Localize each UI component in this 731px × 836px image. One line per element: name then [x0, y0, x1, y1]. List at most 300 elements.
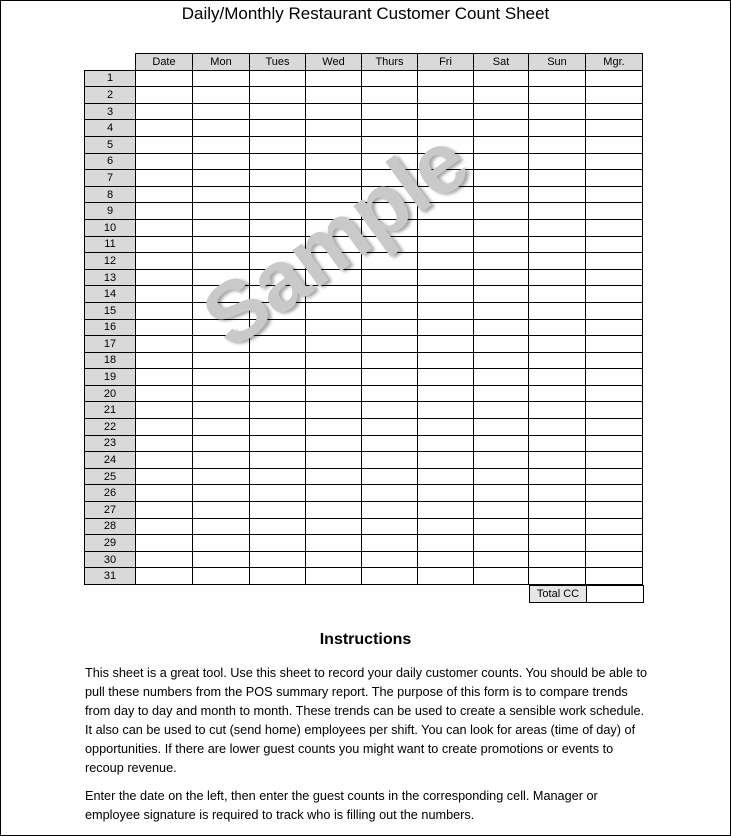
- count-cell[interactable]: [474, 203, 529, 220]
- count-cell[interactable]: [306, 236, 362, 253]
- count-cell[interactable]: [529, 452, 586, 469]
- count-cell[interactable]: [529, 369, 586, 386]
- count-cell[interactable]: [193, 352, 250, 369]
- count-cell[interactable]: [586, 136, 643, 153]
- column-header: Fri: [418, 54, 474, 71]
- count-cell[interactable]: [362, 452, 418, 469]
- count-cell[interactable]: [306, 352, 362, 369]
- count-cell[interactable]: [136, 452, 193, 469]
- count-cell[interactable]: [586, 568, 643, 585]
- count-cell[interactable]: [136, 551, 193, 568]
- count-cell[interactable]: [136, 535, 193, 552]
- count-cell[interactable]: [474, 319, 529, 336]
- count-cell[interactable]: [418, 103, 474, 120]
- count-cell[interactable]: [250, 136, 306, 153]
- row-number: 7: [85, 170, 136, 187]
- count-cell[interactable]: [136, 485, 193, 502]
- count-cell[interactable]: [586, 551, 643, 568]
- count-cell[interactable]: [250, 236, 306, 253]
- instructions-paragraph-2: Enter the date on the left, then enter the guest counts in the corresponding cell. Manager or employee signature is required to track who is filling out the numbers.: [85, 789, 598, 822]
- count-cell[interactable]: [193, 518, 250, 535]
- count-cell[interactable]: [362, 336, 418, 353]
- count-cell[interactable]: [362, 219, 418, 236]
- count-cell[interactable]: [529, 568, 586, 585]
- count-cell[interactable]: [362, 153, 418, 170]
- count-cell[interactable]: [586, 352, 643, 369]
- row-number: 1: [85, 70, 136, 87]
- count-cell[interactable]: [136, 219, 193, 236]
- count-cell[interactable]: [250, 502, 306, 519]
- count-cell[interactable]: [418, 468, 474, 485]
- row-number: 21: [85, 402, 136, 419]
- count-cell[interactable]: [474, 170, 529, 187]
- count-cell[interactable]: [474, 551, 529, 568]
- count-cell[interactable]: [362, 551, 418, 568]
- count-cell[interactable]: [193, 70, 250, 87]
- count-cell[interactable]: [250, 336, 306, 353]
- table-row: [85, 452, 643, 469]
- count-cell[interactable]: [586, 286, 643, 303]
- count-cell[interactable]: [193, 535, 250, 552]
- count-cell[interactable]: [193, 219, 250, 236]
- count-cell[interactable]: [136, 352, 193, 369]
- count-cell[interactable]: [529, 518, 586, 535]
- count-cell[interactable]: [362, 103, 418, 120]
- count-cell[interactable]: [418, 369, 474, 386]
- count-cell[interactable]: [586, 452, 643, 469]
- count-cell[interactable]: [529, 485, 586, 502]
- count-cell[interactable]: [193, 336, 250, 353]
- count-cell[interactable]: [529, 419, 586, 436]
- count-cell[interactable]: [474, 87, 529, 104]
- count-cell[interactable]: [136, 87, 193, 104]
- count-cell[interactable]: [306, 103, 362, 120]
- count-cell[interactable]: [306, 186, 362, 203]
- count-cell[interactable]: [250, 485, 306, 502]
- count-cell[interactable]: [250, 419, 306, 436]
- count-cell[interactable]: [136, 568, 193, 585]
- count-cell[interactable]: [418, 286, 474, 303]
- count-cell[interactable]: [474, 336, 529, 353]
- row-number: 2: [85, 87, 136, 104]
- instructions-heading: Instructions: [319, 631, 412, 648]
- total-cc-label: Total CC: [530, 586, 587, 603]
- count-cell[interactable]: [136, 435, 193, 452]
- count-cell[interactable]: [474, 402, 529, 419]
- count-cell[interactable]: [586, 103, 643, 120]
- count-cell[interactable]: [193, 435, 250, 452]
- count-cell[interactable]: [306, 302, 362, 319]
- count-cell[interactable]: [529, 186, 586, 203]
- count-cell[interactable]: [362, 70, 418, 87]
- count-cell[interactable]: [193, 269, 250, 286]
- count-cell[interactable]: [306, 535, 362, 552]
- count-cell[interactable]: [586, 153, 643, 170]
- count-cell[interactable]: [306, 369, 362, 386]
- count-cell[interactable]: [362, 568, 418, 585]
- count-cell[interactable]: [193, 186, 250, 203]
- count-cell[interactable]: [529, 120, 586, 137]
- count-cell[interactable]: [193, 502, 250, 519]
- count-cell[interactable]: [136, 120, 193, 137]
- count-cell[interactable]: [474, 369, 529, 386]
- count-cell[interactable]: [193, 302, 250, 319]
- count-cell[interactable]: [193, 203, 250, 220]
- count-cell[interactable]: [250, 219, 306, 236]
- count-cell[interactable]: [586, 468, 643, 485]
- count-cell[interactable]: [474, 136, 529, 153]
- count-cell[interactable]: [250, 170, 306, 187]
- count-cell[interactable]: [418, 186, 474, 203]
- count-cell[interactable]: [136, 269, 193, 286]
- count-cell[interactable]: [136, 336, 193, 353]
- row-number: 3: [85, 103, 136, 120]
- count-cell[interactable]: [362, 402, 418, 419]
- count-cell[interactable]: [418, 551, 474, 568]
- count-cell[interactable]: [250, 452, 306, 469]
- count-cell[interactable]: [362, 385, 418, 402]
- count-cell[interactable]: [418, 485, 474, 502]
- table-row: [85, 87, 643, 104]
- count-cell[interactable]: [529, 435, 586, 452]
- count-cell[interactable]: [306, 435, 362, 452]
- count-cell[interactable]: [418, 385, 474, 402]
- count-cell[interactable]: [529, 336, 586, 353]
- count-cell[interactable]: [306, 452, 362, 469]
- count-cell[interactable]: [193, 468, 250, 485]
- count-cell[interactable]: [418, 236, 474, 253]
- count-cell[interactable]: [529, 253, 586, 270]
- count-cell[interactable]: [529, 103, 586, 120]
- count-cell[interactable]: [418, 352, 474, 369]
- count-cell[interactable]: [136, 319, 193, 336]
- count-cell[interactable]: [586, 236, 643, 253]
- count-cell[interactable]: [474, 419, 529, 436]
- count-cell[interactable]: [529, 302, 586, 319]
- count-cell[interactable]: [250, 186, 306, 203]
- count-cell[interactable]: [136, 103, 193, 120]
- count-cell[interactable]: [418, 518, 474, 535]
- count-cell[interactable]: [418, 219, 474, 236]
- total-cc-cell[interactable]: [587, 586, 644, 603]
- count-cell[interactable]: [529, 170, 586, 187]
- count-cell[interactable]: [306, 203, 362, 220]
- count-cell[interactable]: [250, 120, 306, 137]
- count-cell[interactable]: [474, 385, 529, 402]
- count-cell[interactable]: [193, 402, 250, 419]
- count-cell[interactable]: [306, 319, 362, 336]
- count-cell[interactable]: [586, 186, 643, 203]
- count-cell[interactable]: [250, 87, 306, 104]
- count-cell[interactable]: [250, 551, 306, 568]
- count-cell[interactable]: [193, 485, 250, 502]
- count-cell[interactable]: [418, 87, 474, 104]
- count-cell[interactable]: [418, 302, 474, 319]
- count-cell[interactable]: [418, 535, 474, 552]
- count-cell[interactable]: [362, 203, 418, 220]
- count-cell[interactable]: [474, 435, 529, 452]
- count-cell[interactable]: [586, 485, 643, 502]
- count-cell[interactable]: [474, 103, 529, 120]
- count-cell[interactable]: [250, 402, 306, 419]
- count-cell[interactable]: [529, 385, 586, 402]
- count-cell[interactable]: [306, 502, 362, 519]
- count-cell[interactable]: [474, 236, 529, 253]
- count-cell[interactable]: [306, 419, 362, 436]
- count-cell[interactable]: [193, 103, 250, 120]
- count-cell[interactable]: [529, 236, 586, 253]
- count-cell[interactable]: [306, 170, 362, 187]
- count-cell[interactable]: [586, 219, 643, 236]
- count-cell[interactable]: [529, 203, 586, 220]
- count-cell[interactable]: [529, 551, 586, 568]
- row-number: 18: [85, 352, 136, 369]
- count-cell[interactable]: [193, 452, 250, 469]
- count-cell[interactable]: [250, 203, 306, 220]
- count-cell[interactable]: [529, 286, 586, 303]
- count-cell[interactable]: [529, 87, 586, 104]
- count-cell[interactable]: [362, 253, 418, 270]
- count-cell[interactable]: [474, 253, 529, 270]
- count-cell[interactable]: [362, 236, 418, 253]
- count-cell[interactable]: [362, 87, 418, 104]
- count-cell[interactable]: [474, 518, 529, 535]
- count-cell[interactable]: [474, 302, 529, 319]
- count-cell[interactable]: [250, 568, 306, 585]
- count-cell[interactable]: [418, 269, 474, 286]
- count-cell[interactable]: [136, 170, 193, 187]
- count-cell[interactable]: [362, 535, 418, 552]
- count-cell[interactable]: [250, 468, 306, 485]
- count-cell[interactable]: [193, 120, 250, 137]
- count-cell[interactable]: [306, 402, 362, 419]
- row-number: 6: [85, 153, 136, 170]
- count-cell[interactable]: [362, 435, 418, 452]
- count-cell[interactable]: [586, 402, 643, 419]
- count-cell[interactable]: [529, 352, 586, 369]
- count-cell[interactable]: [586, 170, 643, 187]
- count-cell[interactable]: [193, 551, 250, 568]
- count-cell[interactable]: [306, 568, 362, 585]
- count-cell[interactable]: [586, 87, 643, 104]
- count-cell[interactable]: [136, 253, 193, 270]
- count-cell[interactable]: [418, 419, 474, 436]
- table-row: [85, 402, 643, 419]
- row-number: 26: [85, 485, 136, 502]
- count-cell[interactable]: [136, 203, 193, 220]
- count-cell[interactable]: [586, 535, 643, 552]
- count-cell[interactable]: [362, 136, 418, 153]
- count-cell[interactable]: [474, 352, 529, 369]
- count-cell[interactable]: [193, 369, 250, 386]
- count-cell[interactable]: [362, 269, 418, 286]
- count-cell[interactable]: [529, 402, 586, 419]
- count-cell[interactable]: [529, 70, 586, 87]
- count-cell[interactable]: [418, 568, 474, 585]
- count-cell[interactable]: [586, 253, 643, 270]
- count-cell[interactable]: [136, 286, 193, 303]
- count-cell[interactable]: [586, 435, 643, 452]
- count-cell[interactable]: [306, 153, 362, 170]
- count-cell[interactable]: [193, 136, 250, 153]
- count-cell[interactable]: [250, 103, 306, 120]
- count-cell[interactable]: [418, 120, 474, 137]
- count-cell[interactable]: [362, 502, 418, 519]
- count-cell[interactable]: [362, 286, 418, 303]
- count-cell[interactable]: [250, 70, 306, 87]
- count-cell[interactable]: [529, 136, 586, 153]
- count-cell[interactable]: [474, 269, 529, 286]
- count-cell[interactable]: [474, 70, 529, 87]
- count-cell[interactable]: [250, 302, 306, 319]
- count-cell[interactable]: [306, 269, 362, 286]
- count-cell[interactable]: [474, 186, 529, 203]
- count-cell[interactable]: [306, 385, 362, 402]
- sample-watermark: Sample: [185, 112, 485, 367]
- row-number: 28: [85, 518, 136, 535]
- count-cell[interactable]: [193, 236, 250, 253]
- count-cell[interactable]: [586, 319, 643, 336]
- count-cell[interactable]: [193, 419, 250, 436]
- count-cell[interactable]: [586, 70, 643, 87]
- count-cell[interactable]: [250, 385, 306, 402]
- table-row: [85, 203, 643, 220]
- count-cell[interactable]: [193, 170, 250, 187]
- count-cell[interactable]: [193, 568, 250, 585]
- count-cell[interactable]: [250, 269, 306, 286]
- count-cell[interactable]: [418, 153, 474, 170]
- count-cell[interactable]: [529, 269, 586, 286]
- count-cell[interactable]: [250, 352, 306, 369]
- count-cell[interactable]: [474, 120, 529, 137]
- count-cell[interactable]: [362, 468, 418, 485]
- count-cell[interactable]: [362, 302, 418, 319]
- count-cell[interactable]: [306, 286, 362, 303]
- count-cell[interactable]: [136, 502, 193, 519]
- count-cell[interactable]: [362, 419, 418, 436]
- count-cell[interactable]: [418, 452, 474, 469]
- count-cell[interactable]: [418, 502, 474, 519]
- count-cell[interactable]: [250, 286, 306, 303]
- count-cell[interactable]: [586, 419, 643, 436]
- count-cell[interactable]: [418, 336, 474, 353]
- count-cell[interactable]: [193, 286, 250, 303]
- count-cell[interactable]: [250, 369, 306, 386]
- count-cell[interactable]: [136, 419, 193, 436]
- count-cell[interactable]: [362, 170, 418, 187]
- count-cell[interactable]: [193, 319, 250, 336]
- count-cell[interactable]: [136, 402, 193, 419]
- count-cell[interactable]: [474, 502, 529, 519]
- count-cell[interactable]: [586, 120, 643, 137]
- count-cell[interactable]: [529, 468, 586, 485]
- count-cell[interactable]: [586, 502, 643, 519]
- count-cell[interactable]: [306, 70, 362, 87]
- count-cell[interactable]: [474, 153, 529, 170]
- count-cell[interactable]: [586, 336, 643, 353]
- count-cell[interactable]: [306, 87, 362, 104]
- count-cell[interactable]: [529, 502, 586, 519]
- count-cell[interactable]: [250, 319, 306, 336]
- count-cell[interactable]: [418, 319, 474, 336]
- count-cell[interactable]: [193, 87, 250, 104]
- count-cell[interactable]: [474, 286, 529, 303]
- count-cell[interactable]: [418, 136, 474, 153]
- count-cell[interactable]: [306, 136, 362, 153]
- count-cell[interactable]: [136, 236, 193, 253]
- count-cell[interactable]: [418, 170, 474, 187]
- count-cell[interactable]: [418, 253, 474, 270]
- count-cell[interactable]: [362, 485, 418, 502]
- count-cell[interactable]: [474, 568, 529, 585]
- count-cell[interactable]: [362, 186, 418, 203]
- count-cell[interactable]: [136, 136, 193, 153]
- count-cell[interactable]: [136, 302, 193, 319]
- count-cell[interactable]: [474, 452, 529, 469]
- count-cell[interactable]: [136, 369, 193, 386]
- count-cell[interactable]: [362, 369, 418, 386]
- count-cell[interactable]: [136, 70, 193, 87]
- count-cell[interactable]: [362, 352, 418, 369]
- table-row: [85, 352, 643, 369]
- count-cell[interactable]: [474, 535, 529, 552]
- count-cell[interactable]: [418, 203, 474, 220]
- count-cell[interactable]: [136, 186, 193, 203]
- count-cell[interactable]: [529, 153, 586, 170]
- count-cell[interactable]: [250, 153, 306, 170]
- count-cell[interactable]: [250, 518, 306, 535]
- count-cell[interactable]: [418, 435, 474, 452]
- count-cell[interactable]: [193, 153, 250, 170]
- count-cell[interactable]: [136, 468, 193, 485]
- count-cell[interactable]: [586, 269, 643, 286]
- count-cell[interactable]: [418, 402, 474, 419]
- count-cell[interactable]: [529, 319, 586, 336]
- count-cell[interactable]: [474, 219, 529, 236]
- count-cell[interactable]: [250, 535, 306, 552]
- count-cell[interactable]: [306, 468, 362, 485]
- count-cell[interactable]: [136, 153, 193, 170]
- count-cell[interactable]: [586, 385, 643, 402]
- count-cell[interactable]: [586, 369, 643, 386]
- count-cell[interactable]: [193, 253, 250, 270]
- count-cell[interactable]: [362, 120, 418, 137]
- count-cell[interactable]: [306, 219, 362, 236]
- count-cell[interactable]: [136, 518, 193, 535]
- count-cell[interactable]: [474, 485, 529, 502]
- count-cell[interactable]: [362, 518, 418, 535]
- count-cell[interactable]: [193, 385, 250, 402]
- count-cell[interactable]: [306, 253, 362, 270]
- count-cell[interactable]: [136, 385, 193, 402]
- count-cell[interactable]: [306, 336, 362, 353]
- count-cell[interactable]: [362, 319, 418, 336]
- count-cell[interactable]: [586, 302, 643, 319]
- count-cell[interactable]: [586, 203, 643, 220]
- count-cell[interactable]: [529, 219, 586, 236]
- count-cell[interactable]: [306, 485, 362, 502]
- count-cell[interactable]: [250, 435, 306, 452]
- table-row: [85, 186, 643, 203]
- count-cell[interactable]: [586, 518, 643, 535]
- count-cell[interactable]: [306, 518, 362, 535]
- count-cell[interactable]: [418, 70, 474, 87]
- count-cell[interactable]: [250, 253, 306, 270]
- count-cell[interactable]: [474, 468, 529, 485]
- count-cell[interactable]: [306, 551, 362, 568]
- count-cell[interactable]: [306, 120, 362, 137]
- count-cell[interactable]: [529, 535, 586, 552]
